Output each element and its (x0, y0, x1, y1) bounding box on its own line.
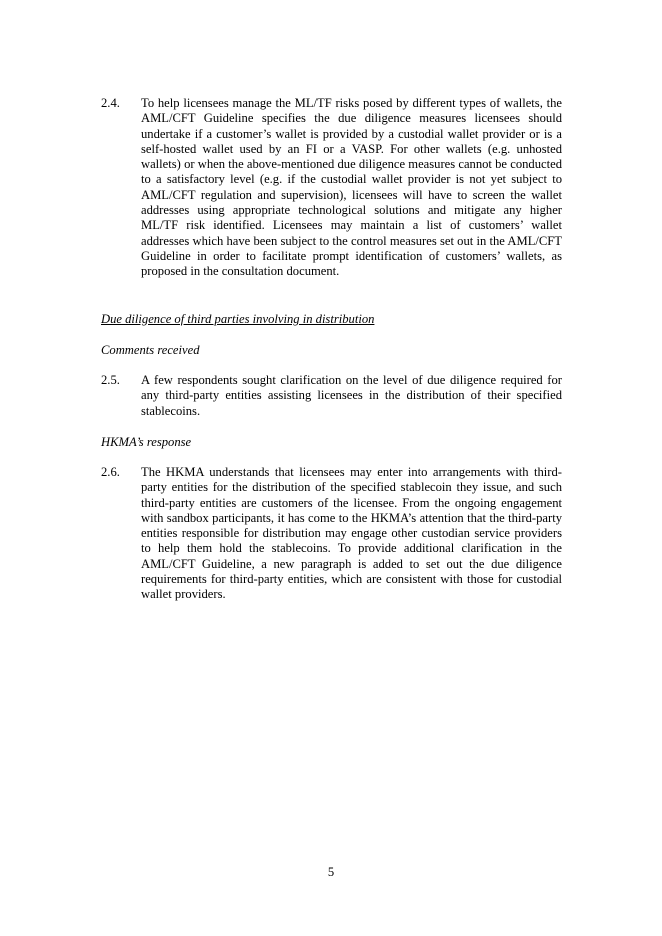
paragraph-number: 2.6. (101, 465, 120, 479)
paragraph-2-4 (101, 96, 562, 280)
paragraph-2-5 (101, 373, 562, 419)
paragraph-text: A few respondents sought clarification on the level of due diligence required for any third-party entities assisting licensees in the distribution of their specified stablecoins. (141, 373, 562, 418)
paragraph-text: The HKMA understands that licensees may enter into arrangements with third-party entities for the distribution of the specified stablecoin they issue, and such third-party entities are customers of the licensee. From the ongoing engagement with sandbox participants, it has come to the HKMA’s attention that the third-party entities responsible for distribution may engage other custodian service providers to help them hold the stablecoins. To provide additional clarification in the AML/CFT Guideline, a new paragraph is added to set out the due diligence requirements for third-party entities, which are consistent with those for custodial wallet providers. (141, 465, 562, 602)
hkma-response-heading: HKMA’s response (101, 435, 192, 449)
page-number: 5 (327, 865, 335, 879)
comments-received-heading: Comments received (101, 343, 200, 357)
paragraph-number: 2.4. (101, 96, 120, 110)
paragraph-2-6 (101, 465, 562, 603)
section-heading: Due diligence of third parties involving in distribution (101, 312, 375, 326)
paragraph-text: To help licensees manage the ML/TF risks posed by different types of wallets, the AML/CFT Guideline specifies the due diligence measures licensees should undertake if a customer’s wallet is provided by a custodial wallet provider or is a self-hosted wallet used by an FI or a VASP. For other wallets (e.g. unhosted wallets) or when the above-mentioned due diligence measures cannot be conducted to a satisfactory level (e.g. if the custodial wallet provider is not yet subject to AML/CFT regulation and supervision), licensees will have to screen the wallet addresses using appropriate technological solutions and mitigate any higher ML/TF risk identified. Licensees may maintain a list of customers’ wallet addresses which have been subject to the control measures set out in the AML/CFT Guideline in order to facilitate prompt identification of customers’ wallets, as proposed in the consultation document. (141, 96, 562, 279)
paragraph-number: 2.5. (101, 373, 120, 387)
